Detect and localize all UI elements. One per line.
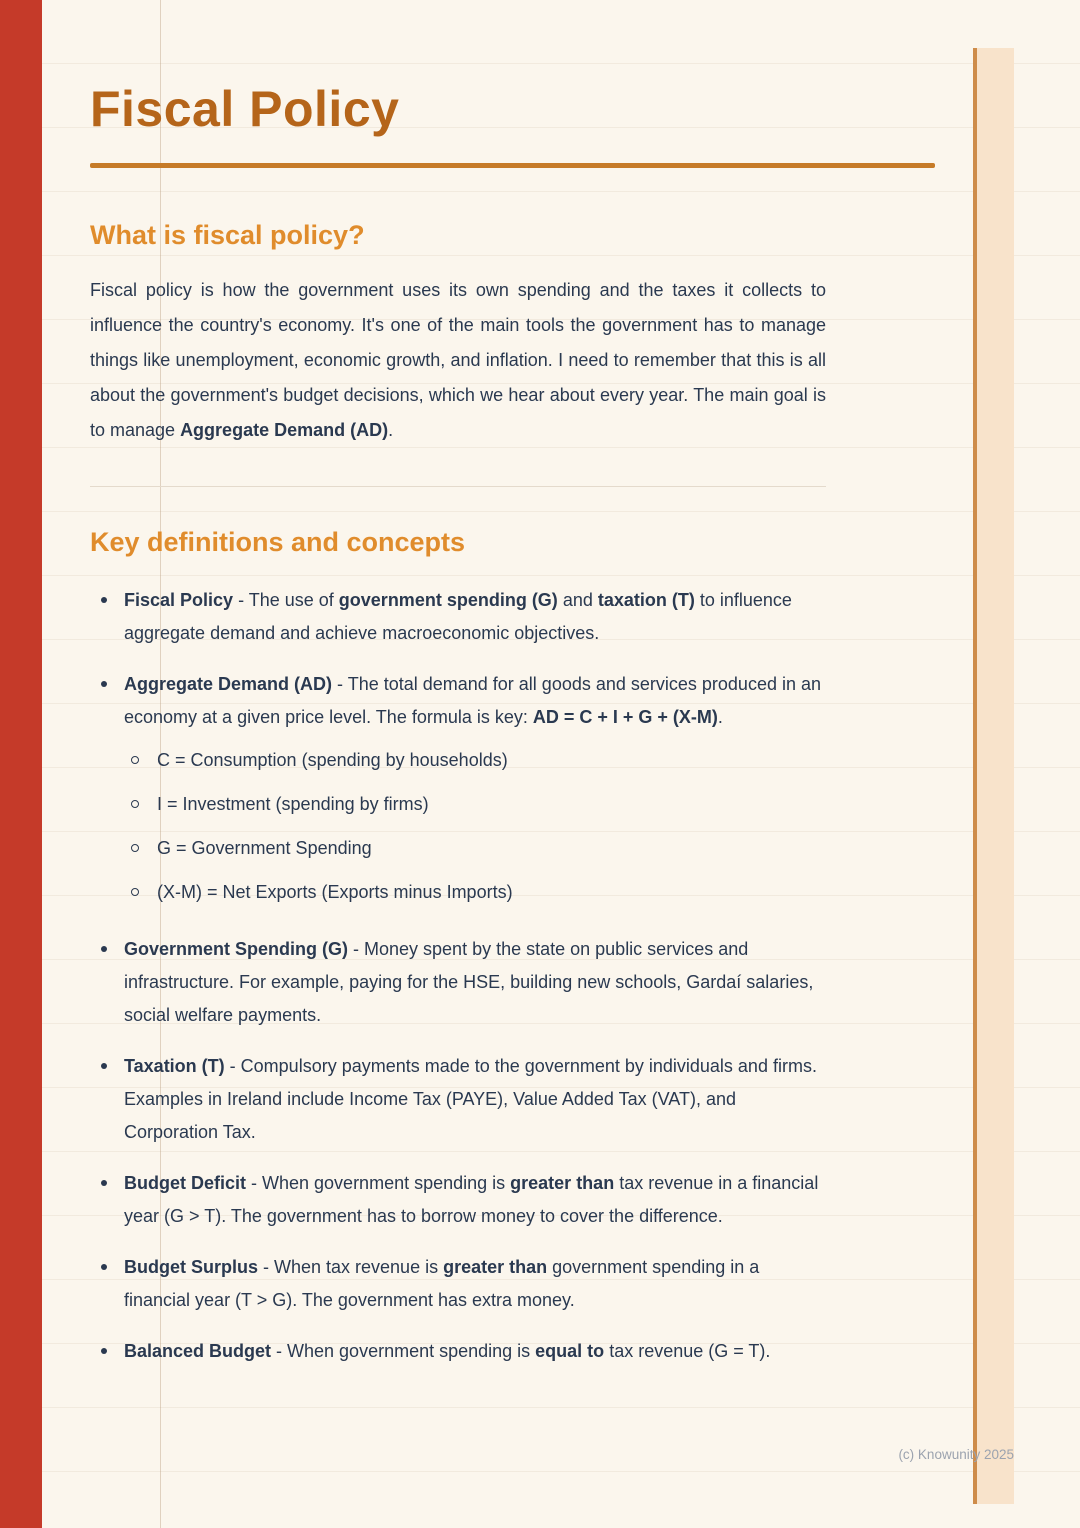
section-what-is-fiscal-policy (90, 220, 935, 448)
sub-list-item: C = Consumption (spending by households) (124, 744, 826, 777)
left-accent-stripe (0, 0, 42, 1528)
definition-item (90, 668, 826, 909)
section-heading-key-definitions: Key definitions and concepts (90, 527, 466, 557)
definition-item (90, 1335, 826, 1368)
definition-text: Budget Deficit - When government spending is greater than tax revenue in a financial year (G > T). The government has to borrow money to cover the difference. (124, 1173, 819, 1226)
section-divider (90, 486, 826, 487)
definition-text: Budget Surplus - When tax revenue is greater than government spending in a financial year (T > G). The government has extra money. (124, 1257, 760, 1310)
definition-item (90, 1050, 826, 1149)
right-accent-band (973, 48, 1014, 1504)
page-content (90, 82, 935, 1386)
copyright-footer: (c) Knowunity 2025 (898, 1447, 1014, 1462)
definition-item (90, 1251, 826, 1317)
definition-item (90, 1167, 826, 1233)
definition-text: Fiscal Policy - The use of government spending (G) and taxation (T) to influence aggregate demand and achieve macroeconomic objectives. (124, 590, 792, 643)
sub-list-item: I = Investment (spending by firms) (124, 788, 826, 821)
section-key-definitions (90, 527, 935, 1368)
definition-text: Balanced Budget - When government spending is equal to tax revenue (G = T). (124, 1341, 771, 1361)
definition-text: Taxation (T) - Compulsory payments made to the government by individuals and firms. Examples in Ireland include Income Tax (PAYE), Value Added Tax (VAT), and Corporation Tax. (124, 1056, 817, 1142)
definitions-list (90, 584, 826, 1368)
definition-text: Government Spending (G) - Money spent by the state on public services and infrastructure. For example, paying for the HSE, building new schools, Gardaí salaries, social welfare payments. (124, 939, 814, 1025)
intro-paragraph: Fiscal policy is how the government uses its own spending and the taxes it collects to influence the country's economy. It's one of the main tools the government has to manage things like unemployment, economic growth, and inflation. I need to remember that this is all about the government's budget decisions, which we hear about every year. The main goal is to manage Aggregate Demand (AD). (90, 280, 826, 440)
sub-list-item: (X-M) = Net Exports (Exports minus Imports) (124, 876, 826, 909)
sub-list-item: G = Government Spending (124, 832, 826, 865)
definition-item (90, 933, 826, 1032)
section-heading-what-is-fiscal-policy: What is fiscal policy? (90, 220, 365, 250)
page-title: Fiscal Policy (90, 81, 400, 137)
definition-item (90, 584, 826, 650)
title-underline-rule (90, 163, 935, 168)
sub-list (124, 744, 826, 909)
definition-text: Aggregate Demand (AD) - The total demand for all goods and services produced in an economy at a given price level. The formula is key: AD = C + I + G + (X-M). (124, 674, 821, 727)
